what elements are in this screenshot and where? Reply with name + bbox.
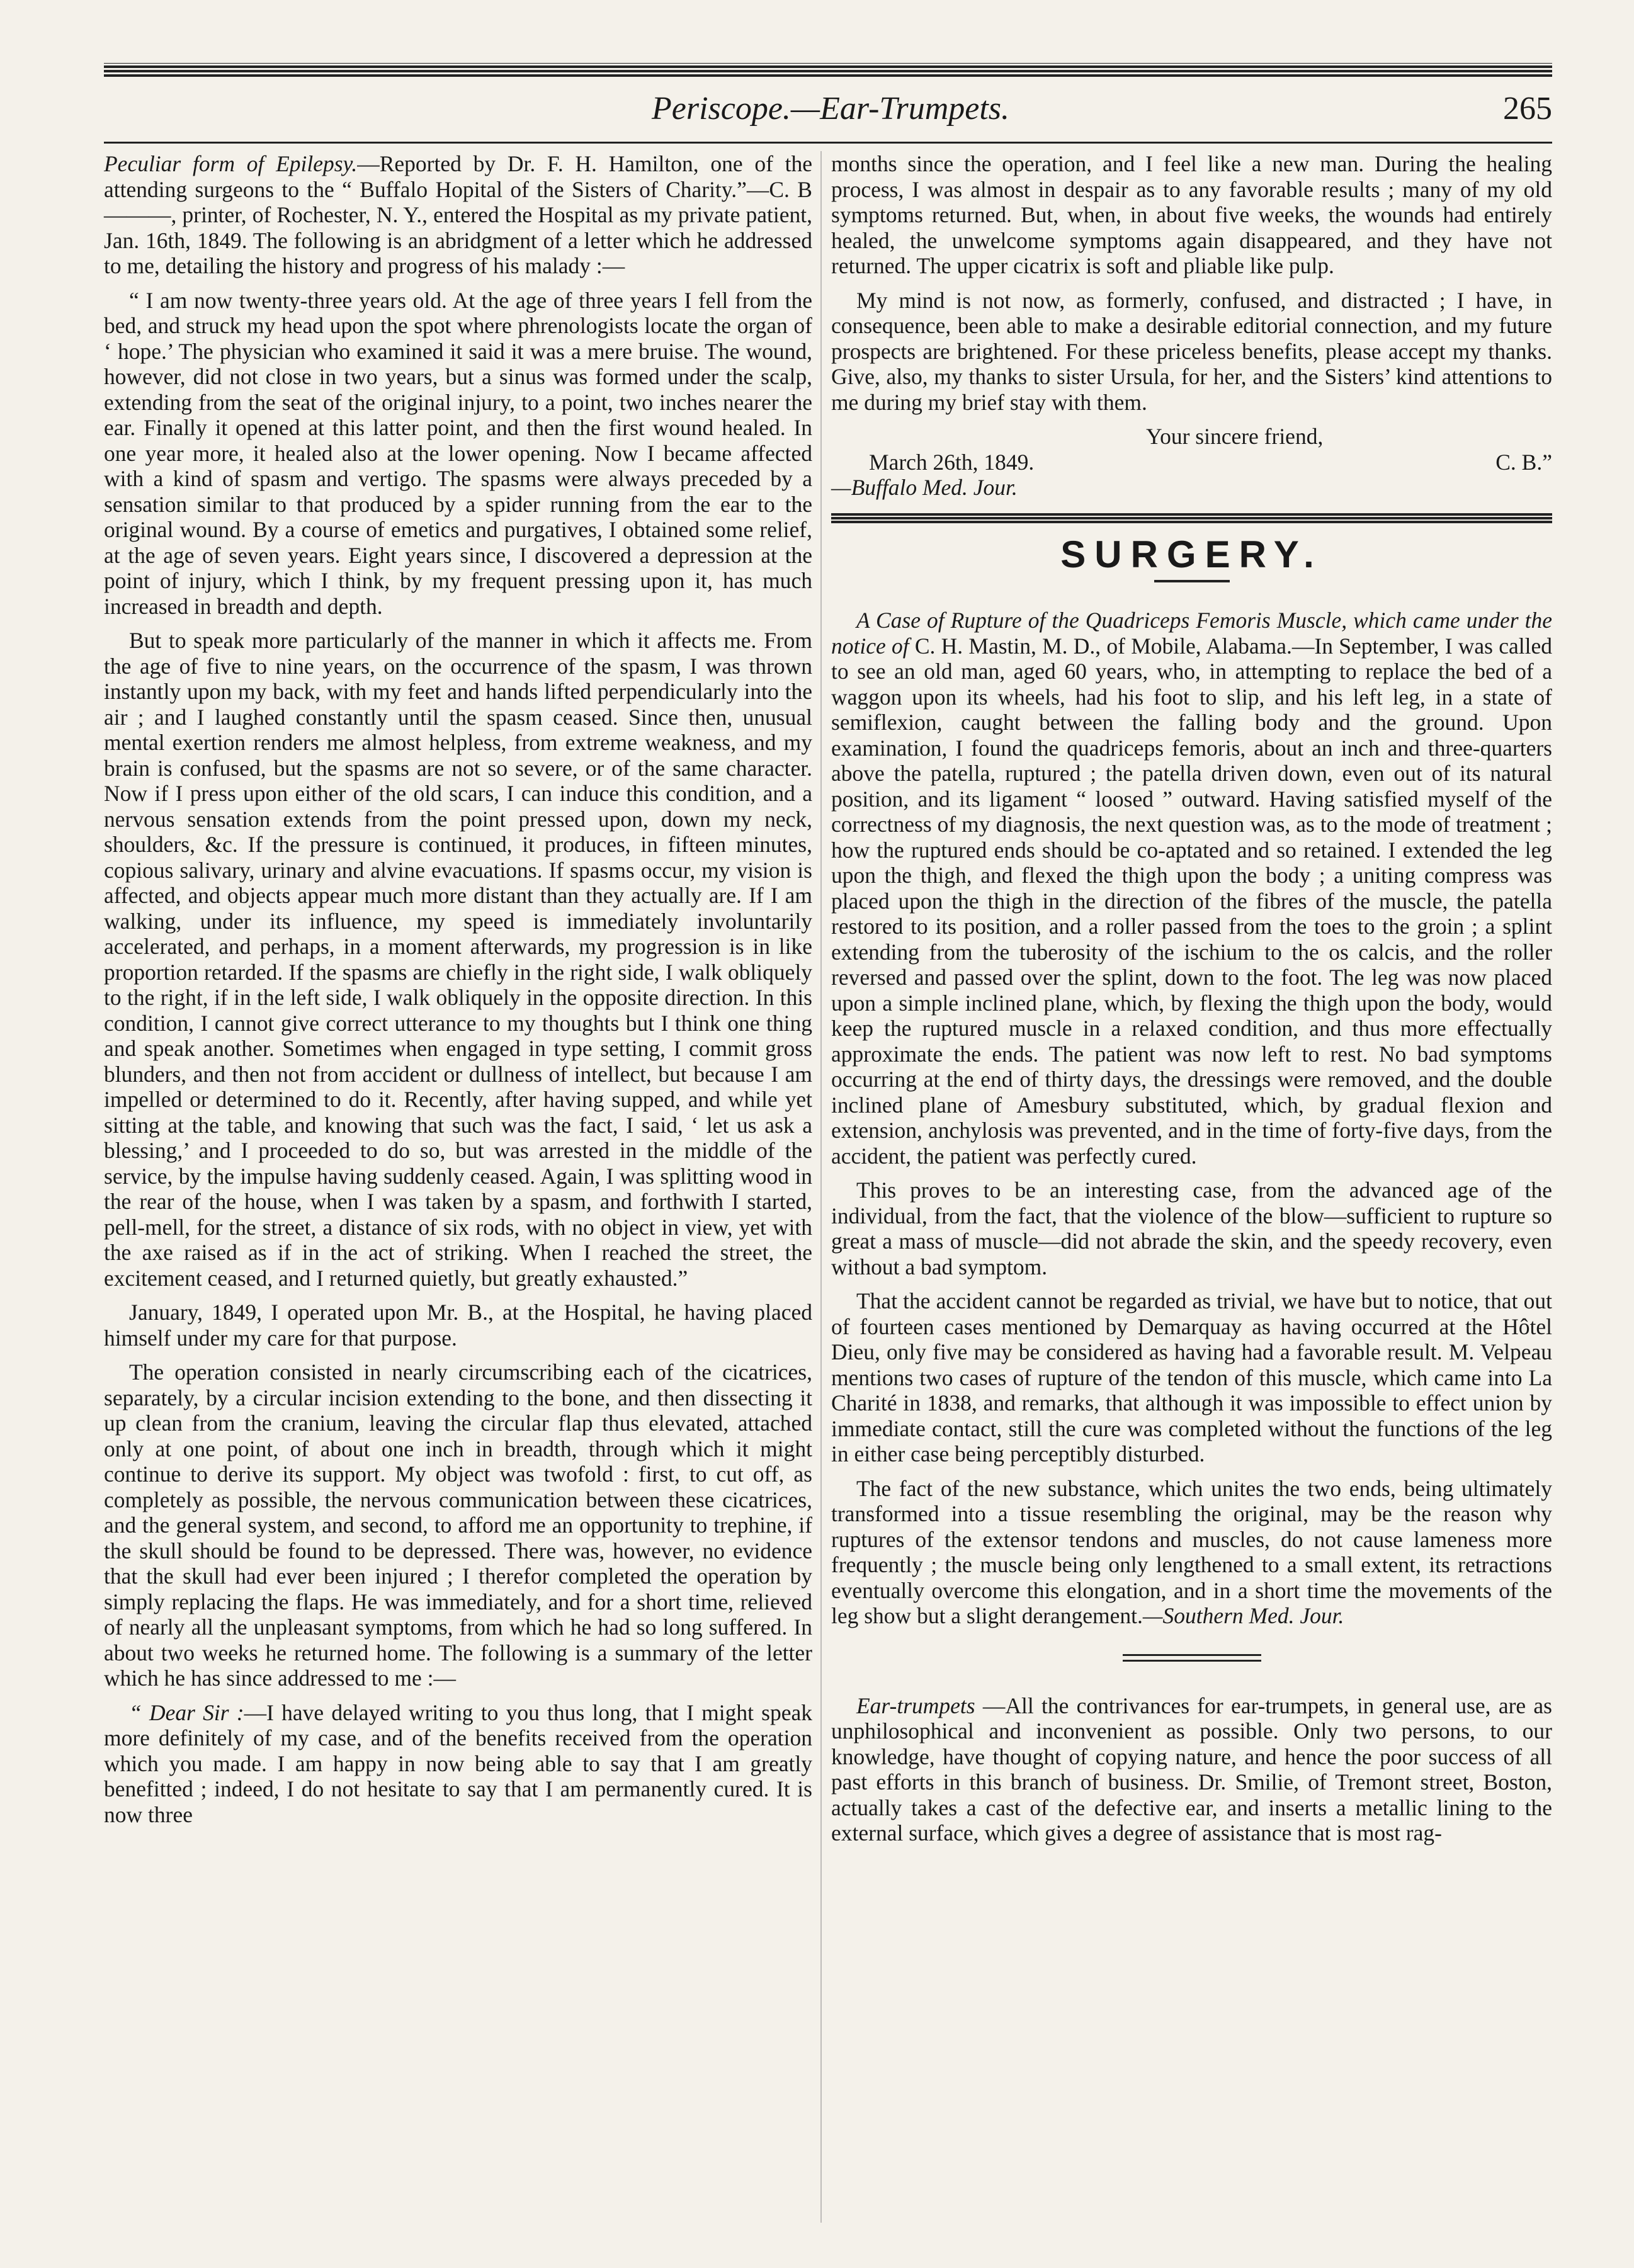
letter-paragraph-1: “ I am now twenty-three years old. At the age of three years I fell from the bed, and struck my head upon the spot where phrenologists locate the organ of ‘ hope.’ The physician who examined it said it was a mere bruise. The wound, however, did not close in two years, but a sinus was formed under the scalp, extending from the seat of the original injury, to a point, two inches nearer the ear. Finally it opened at this latter point, and then the first wound healed. In one year more, it healed also at the lower opening. Now I became affected with a kind of spasm and vertigo. The spasms were always preceded by a sensation similar to that produced by a spider running from the ear to the original wound. By a course of emetics and purgatives, I obtained some relief, at the age of seven years. Eight years since, I discovered a depression at the point of injury, which I think, by my frequent pressing upon it, has much increased in breadth and depth.: [104, 287, 812, 619]
letter-paragraph-2: But to speak more particularly of the manner in which it affects me. From the age of five to nine years, on the occurrence of the spasm, I was thrown instantly upon my back, with my feet and hands lifted perpendicularly into the air ; and I laughed constantly until the spasm ceased. Since then, unusual mental exertion renders me almost helpless, from extreme weakness, and my brain is confused, but the spasms are not so severe, or of the same character. Now if I press upon either of the old scars, I can induce this condition, and a nervous sensation extends from the point pressed upon, down my neck, shoulders, &c. If the pressure is continued, it produces, in fifteen minutes, copious salivary, urinary and alvine evacuations. If spasms occur, my vision is affected, and objects appear much more distant than they actually are. If I am walking, under its influence, my speed is immediately involuntarily accelerated, and perhaps, in a moment afterwards, my progression is in like proportion retarded. If the spasms are chiefly in the right side, I walk obliquely to the right, if in the left side, I walk obliquely in the opposite direction. In this condition, I cannot give correct utterance to my thoughts but I think one thing and speak another. Sometimes when engaged in type setting, I commit gross blunders, and then not from accident or dullness of intellect, but because I am impelled or determined to do it. Recently, after having supped, and while yet sitting at the table, and knowing that such was the fact, I said, ‘ let us ask a blessing,’ and I proceeded to do so, but was arrested in the middle of the service, by the impulse having suddenly ceased. Again, I was splitting wood in the rear of the house, when I was taken by a spasm, and forthwith I started, pell-mell, for the street, a distance of six rods, with no object in view, yet with the axe raised as if in the act of striking. When I reached the street, the excitement ceased, and I returned quietly, but greatly exhausted.”: [104, 628, 812, 1291]
ear-trumpets-text: —All the contrivances for ear-trumpets, in general use, are as unphilosophical and inconvenient as possible. Only two persons, to our knowledge, have thought of copying nature, and hence the poor success of all past efforts in this branch of business. Dr. Smilie, of Tremont street, Boston, actually takes a cast of the defective ear, and inserts a metallic lining to the external surface, which gives a degree of assistance that is most rag-: [831, 1692, 1552, 1846]
letter-initials: C. B.”: [1495, 449, 1552, 475]
epilepsy-title: Peculiar form of Epilepsy.: [104, 151, 358, 176]
letter-closing: Your sincere friend,: [1146, 424, 1324, 449]
ear-trumpets-paragraph: [831, 1693, 1552, 1846]
letter-date: March 26th, 1849.: [869, 449, 1035, 475]
section-heading: SURGERY.: [1060, 533, 1323, 576]
signature-line: [831, 450, 1552, 475]
case-discussion-2: That the accident cannot be regarded as trivial, we have but to notice, that out of fourteen cases mentioned by Demarquay as having occurred at the Hôtel Dieu, only five may be considered as having had a favorable result. M. Velpeau mentions two cases of rupture of the tendon of this muscle, which came into La Charité in 1838, and remarks, that although it was impossible to effect union by immediate contact, still the cure was completed without the functions of the leg in either case being perceptibly disturbed.: [831, 1288, 1552, 1466]
letter-continued-2: My mind is not now, as formerly, confused, and distracted ; I have, in consequence, been able to make a desirable editorial connection, and my future prospects are brightened. For these priceless benefits, please accept my thanks. Give, also, my thanks to sister Ursula, for her, and the Sisters’ kind attentions to me during my brief stay with them.: [831, 287, 1552, 415]
epilepsy-intro-text: —Reported by Dr. F. H. Hamilton, one of the attending surgeons to the “ Buffalo Hopital of the Sisters of Charity.”—C. B———, printer, of Rochester, N. Y., entered the Hospital as my private patient, Jan. 16th, 1849. The following is an abridgment of a letter which he addressed to me, detailing the history and progress of his malady :—: [104, 151, 812, 278]
page-number: 265: [1503, 91, 1552, 127]
right-column: [831, 151, 1552, 1855]
case-discussion-3-text: The fact of the new substance, which unites the two ends, being ultimately transformed into a tissue resembling the original, may be the reason why ruptures of the extensor tendons and muscles, do not cause lameness more frequently ; the muscle being only lengthened to a small extent, its retractions eventually overcome this elongation, and in a short time the movements of the leg show but a slight derangement.: [831, 1475, 1552, 1628]
second-letter-start: [104, 1700, 812, 1828]
second-letter-text: —I have delayed writing to you thus long, that I might speak more definitely of my case, and of the benefits received from the operation which you made. I am happy in now being able to say that I am greatly benefitted ; indeed, I do not hesitate to say that I am permanently cured. It is now three: [104, 1699, 812, 1827]
case-discussion-3: [831, 1476, 1552, 1629]
article-separator: [1123, 1654, 1261, 1662]
letter-salutation: “ Dear Sir :: [129, 1699, 244, 1725]
operation-date-paragraph: January, 1849, I operated upon Mr. B., at the Hospital, he having placed himself under my care for that purpose.: [104, 1300, 812, 1351]
heading-underline: [1154, 580, 1230, 582]
source-citation-southern: —Southern Med. Jour.: [1142, 1603, 1344, 1628]
section-divider-rule: [831, 513, 1552, 523]
top-decorative-rule: [104, 63, 1552, 77]
ear-trumpets-title: Ear-trumpets: [856, 1692, 975, 1718]
left-column: [104, 151, 812, 1836]
running-header: [104, 85, 1552, 144]
epilepsy-intro: [104, 151, 812, 279]
letter-continued-1: months since the operation, and I feel like a new man. During the healing process, I was almost in despair as to any favorable results ; many of my old symptoms returned. But, when, in about five weeks, the wounds had entirely healed, the unwelcome symptoms again disappeared, and they have not returned. The upper cicatrix is soft and pliable like pulp.: [831, 151, 1552, 278]
case-text: C. H. Mastin, M. D., of Mobile, Alabama.—In September, I was called to see an old man, aged 60 years, who, in attempting to replace the bed of a waggon upon its wheels, had his foot to slip, and his left leg, in a state of semiflexion, caught between the falling body and the ground. Upon examination, I found the quadriceps femoris, about an inch and three-quarters above the patella, ruptured ; the patella driven down, even out of its natural position, and its ligament “ loosed ” outward. Having satisfied myself of the correctness of my diagnosis, the next question was, as to the mode of treatment ; how the ruptured ends should be co-aptated and so retained. I extended the leg upon the thigh, and flexed the thigh upon the body ; a uniting compress was placed upon the thigh in the direction of the fibres of the muscle, the patella restored to its position, and a roller passed from the toes to the groin ; a splint extending from the tuberosity of the ischium to the os calcis, and the roller reversed and passed over the splint, down to the foot. The leg was now placed upon a simple inclined plane, which, by flexing the thigh upon the body, would keep the ruptured muscle in a relaxed condition, and thus more effectually approximate the ends. The patient was now left to rest. No bad symptoms occurring at the end of thirty days, the dressings were removed, and the double inclined plane of Amesbury substituted, which, by gradual flexion and extension, anchylosis was prevented, and in the time of forty-five days, from the accident, the patient was perfectly cured.: [831, 633, 1552, 1169]
case-report: [831, 608, 1552, 1169]
operation-description: The operation consisted in nearly circumscribing each of the cicatrices, separately, by a circular incision extending to the bone, and then dissecting it up clean from the cranium, leaving the circular flap thus elevated, attached only at one point, of about one inch in breadth, through which it might continue to derive its support. My object was twofold : first, to cut off, as completely as possible, the nervous communication between these cicatrices, and the general system, and second, to afford me an opportunity to trephine, if the skull should be found to be depressed. There was, however, no evidence that the skull had ever been injured ; I therefor completed the operation by simply replacing the flaps. He was immediately, and for a short time, relieved of nearly all the unpleasant symptoms, from which he had so long suffered. In about two weeks he returned home. The following is a summary of the letter which he has since addressed to me :—: [104, 1359, 812, 1691]
case-title: A Case of Rupture of the Quadriceps Femoris Muscle, which came under the notice of: [831, 608, 1552, 659]
column-divider: [820, 151, 822, 2223]
running-title: Periscope.—Ear-Trumpets.: [652, 91, 1010, 127]
source-citation-buffalo: —Buffalo Med. Jour.: [831, 475, 1018, 500]
case-discussion-1: This proves to be an interesting case, from the advanced age of the individual, from the fact, that the violence of the blow—sufficient to rupture so great a mass of muscle—did not abrade the skin, and the speedy recovery, even without a bad symptom.: [831, 1177, 1552, 1279]
